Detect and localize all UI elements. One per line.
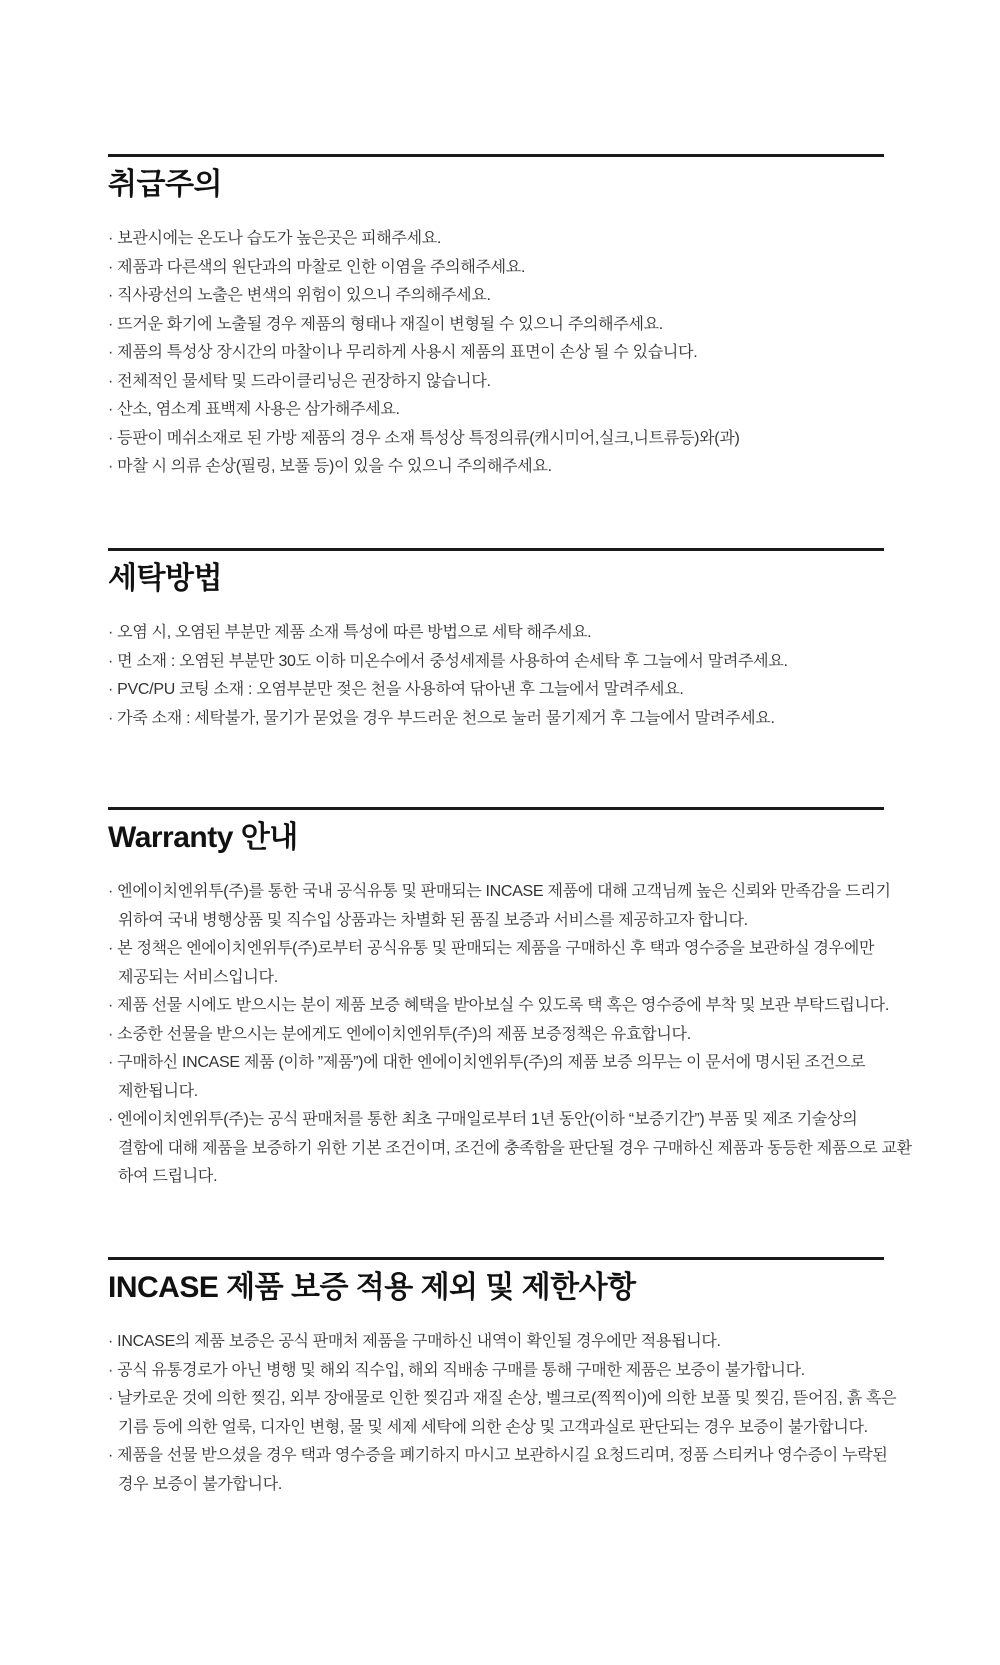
care-note-line: · 제품과 다른색의 원단과의 마찰로 인한 이염을 주의해주세요. [108, 258, 526, 276]
section-divider [108, 1257, 884, 1260]
care-note-continuation: 제한됩니다. [118, 1082, 198, 1100]
info-section [108, 807, 912, 1192]
care-note-line: · 본 정책은 엔에이치엔위투(주)로부터 공식유통 및 판매되는 제품을 구매하신 후 택과 영수증을 보관하실 경우에만 [108, 940, 875, 957]
care-note-line: · INCASE의 제품 보증은 공식 판매처 제품을 구매하신 내역이 확인될 경우에만 적용됩니다. [108, 1333, 721, 1350]
care-note-line: · 보관시에는 온도나 습도가 높은곳은 피해주세요. [108, 230, 442, 247]
section-body [108, 619, 884, 733]
care-note-line: · 면 소재 : 오염된 부분만 30도 이하 미온수에서 중성세제를 사용하여 손세탁 후 그늘에서 말려주세요. [108, 652, 788, 670]
care-note-line: · 소중한 선물을 받으시는 분에게도 엔에이치엔위투(주)의 제품 보증정책은 유효합니다. [108, 1025, 691, 1043]
section-body [108, 225, 884, 482]
section-heading: 취급주의 [108, 168, 222, 201]
care-note-line: · 엔에이치엔위투(주)를 통한 국내 공식유통 및 판매되는 INCASE 제품에 대해 고객님께 높은 신뢰와 만족감을 드리기 [108, 883, 891, 900]
care-note-continuation: 경우 보증이 불가합니다. [118, 1475, 282, 1493]
care-note-line: · 제품의 특성상 장시간의 마찰이나 무리하게 사용시 제품의 표면이 손상 될 수 있습니다. [108, 344, 698, 361]
care-note-continuation: 위하여 국내 병행상품 및 직수입 상품과는 차별화 된 품질 보증과 서비스를 제공하고자 합니다. [118, 911, 748, 929]
section-divider [108, 154, 884, 157]
care-note-line: · 가죽 소재 : 세탁불가, 물기가 묻었을 경우 부드러운 천으로 눌러 물기제거 후 그늘에서 말려주세요. [108, 709, 775, 727]
section-divider [108, 807, 884, 810]
care-note-line: · 등판이 메쉬소재로 된 가방 제품의 경우 소재 특성상 특정의류(캐시미어,실크,니트류등)와(과) [108, 429, 740, 447]
care-note-line: · 날카로운 것에 의한 찢김, 외부 장애물로 인한 찢김과 재질 손상, 벨크로(찍찍이)에 의한 보풀 및 찢김, 뜯어짐, 흙 혹은 [108, 1390, 897, 1407]
care-note-continuation: 제공되는 서비스입니다. [118, 968, 278, 986]
section-body [108, 878, 912, 1192]
info-section [108, 1257, 897, 1499]
care-note-line: · 산소, 염소계 표백제 사용은 삼가해주세요. [108, 401, 400, 418]
care-note-line: · 구매하신 INCASE 제품 (이하 ”제품”)에 대한 엔에이치엔위투(주)의 제품 보증 의무는 이 문서에 명시된 조건으로 [108, 1054, 866, 1071]
care-note-continuation: 하여 드립니다. [118, 1168, 218, 1185]
care-note-line: · PVC/PU 코팅 소재 : 오염부분만 젖은 천을 사용하여 닦아낸 후 그늘에서 말려주세요. [108, 681, 684, 698]
care-note-line: · 마찰 시 의류 손상(필링, 보풀 등)이 있을 수 있으니 주의해주세요. [108, 458, 552, 475]
care-note-line: · 뜨거운 화기에 노출될 경우 제품의 형태나 재질이 변형될 수 있으니 주의해주세요. [108, 315, 663, 333]
section-divider [108, 548, 884, 551]
section-heading: Warranty 안내 [108, 821, 298, 854]
info-section [108, 154, 884, 482]
section-body [108, 1328, 897, 1499]
care-note-continuation: 결함에 대해 제품을 보증하기 위한 기본 조건이며, 조건에 충족함을 판단될 경우 구매하신 제품과 동등한 제품으로 교환 [118, 1139, 912, 1157]
care-note-line: · 제품을 선물 받으셨을 경우 택과 영수증을 폐기하지 마시고 보관하시길 요청드리며, 정품 스티커나 영수증이 누락된 [108, 1447, 888, 1464]
info-section [108, 548, 884, 733]
section-heading: 세탁방법 [108, 562, 222, 595]
care-note-line: · 엔에이치엔위투(주)는 공식 판매처를 통한 최초 구매일로부터 1년 동안(이하 “보증기간”) 부품 및 제조 기술상의 [108, 1111, 858, 1128]
care-note-continuation: 기름 등에 의한 얼룩, 디자인 변형, 물 및 세제 세탁에 의한 손상 및 고객과실로 판단되는 경우 보증이 불가합니다. [118, 1418, 868, 1436]
care-note-line: · 오염 시, 오염된 부분만 제품 소재 특성에 따른 방법으로 세탁 해주세요. [108, 624, 592, 641]
section-heading: INCASE 제품 보증 적용 제외 및 제한사항 [108, 1271, 636, 1304]
care-note-line: · 직사광선의 노출은 변색의 위험이 있으니 주의해주세요. [108, 287, 491, 304]
care-note-line: · 공식 유통경로가 아닌 병행 및 해외 직수입, 해외 직배송 구매를 통해 구매한 제품은 보증이 불가합니다. [108, 1361, 805, 1379]
care-note-line: · 전체적인 물세탁 및 드라이클리닝은 권장하지 않습니다. [108, 372, 491, 390]
care-note-line: · 제품 선물 시에도 받으시는 분이 제품 보증 혜택을 받아보실 수 있도록 택 혹은 영수증에 부착 및 보관 부탁드립니다. [108, 997, 889, 1014]
